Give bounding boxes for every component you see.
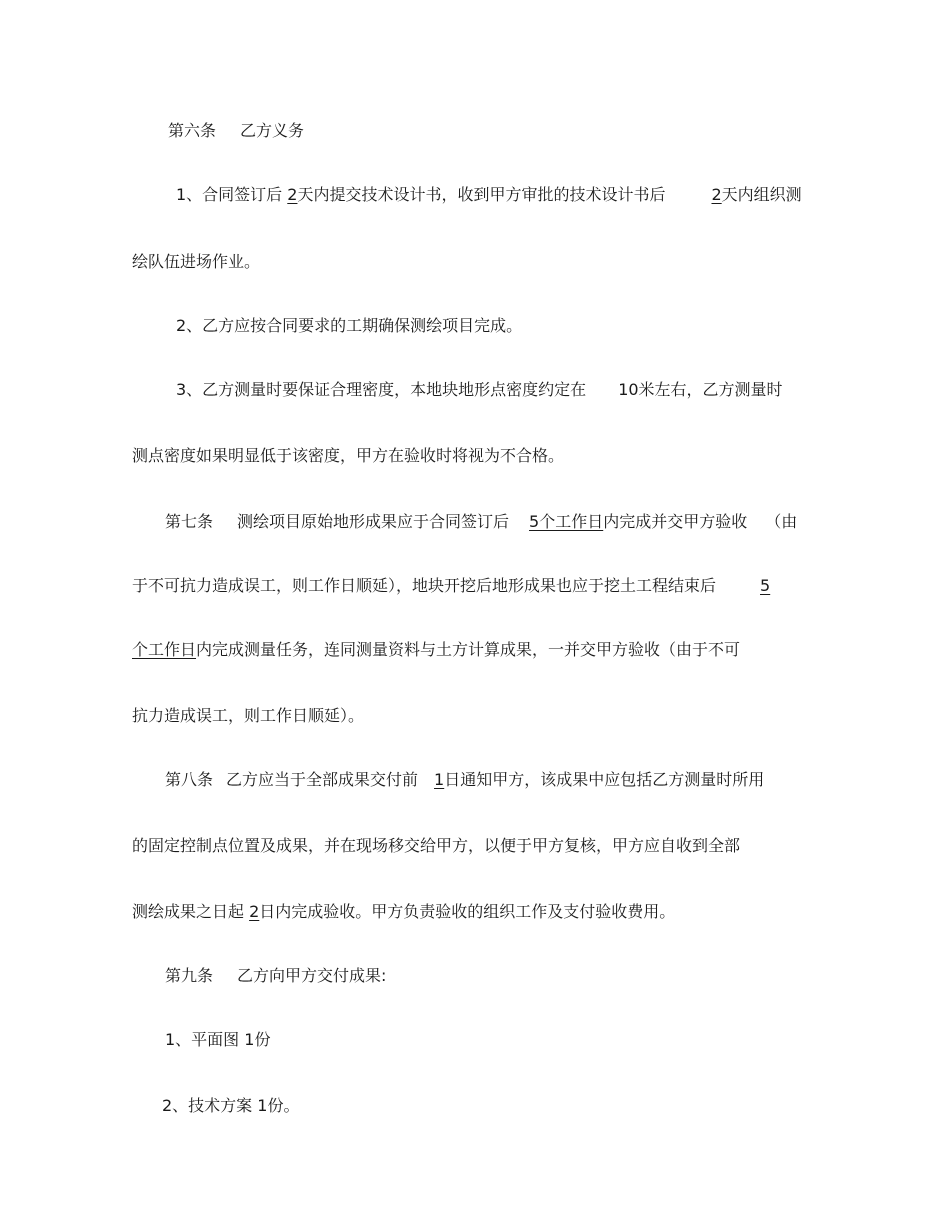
article-7-line-1 [165, 512, 797, 532]
article-9-item-2-text: 2、技术方案 1份。 [162, 1096, 300, 1115]
article-6-item-3-text-b: 10米左右，乙方测量时 [618, 380, 783, 399]
article-8-line-3-days: 2 [249, 902, 260, 921]
article-8-days: 1 [434, 770, 445, 789]
article-8-text-b: 日通知甲方，该成果中应包括乙方测量时所用 [444, 770, 765, 789]
article-6-number: 第六条 [168, 121, 217, 140]
article-6-item-1-cont-text: 绘队伍进场作业。 [132, 252, 261, 271]
article-8-number: 第八条 [165, 770, 214, 789]
article-8-line-3-text-b: 日内完成验收。甲方负责验收的组织工作及支付验收费用。 [259, 902, 676, 921]
article-9-number: 第九条 [165, 966, 214, 985]
article-6-title: 乙方义务 [240, 121, 305, 140]
article-9-title: 乙方向甲方交付成果: [237, 966, 387, 985]
article-7-line-2-days: 5 [760, 576, 771, 595]
article-9-heading [165, 966, 386, 986]
article-6-item-3-continued [132, 446, 564, 466]
article-9-item-1-text: 1、平面图 1份 [165, 1030, 271, 1049]
article-7-text-c: （由 [765, 512, 798, 531]
article-6-item-3-cont-text: 测点密度如果明显低于该密度，甲方在验收时将视为不合格。 [132, 446, 565, 465]
article-6-item-3 [176, 380, 783, 400]
article-8-line-2-text: 的固定控制点位置及成果，并在现场移交给甲方，以便于甲方复核，甲方应自收到全部 [132, 836, 741, 855]
article-9-item-1 [165, 1030, 270, 1050]
article-8-line-3 [132, 902, 675, 922]
article-6-item-1-text-b: 天内提交技术设计书，收到甲方审批的技术设计书后 [297, 185, 666, 204]
article-9-item-2 [162, 1096, 299, 1116]
article-7-text-b: 内完成并交甲方验收 [603, 512, 748, 531]
article-6-item-2-text: 2、乙方应按合同要求的工期确保测绘项目完成。 [176, 316, 523, 335]
article-7-line-3-days-underline: 个工作日 [132, 640, 197, 659]
article-7-line-2 [132, 576, 770, 596]
article-8-line-2 [132, 836, 740, 856]
article-6-item-1-days-b: 2 [711, 185, 722, 204]
article-7-line-3-text: 内完成测量任务，连同测量资料与土方计算成果，一并交甲方验收（由于不可 [196, 640, 741, 659]
article-6-heading [168, 121, 304, 141]
article-7-number: 第七条 [165, 512, 214, 531]
article-6-item-1-text-a: 1、合同签订后 [176, 185, 288, 204]
article-7-text-a: 测绘项目原始地形成果应于合同签订后 [237, 512, 510, 531]
article-6-item-1-continued [132, 252, 260, 272]
article-6-item-2 [176, 316, 522, 336]
article-6-item-1 [176, 185, 802, 205]
article-7-deadline-underline: 5个工作日 [529, 512, 604, 531]
article-7-line-3 [132, 640, 740, 660]
article-6-item-3-text-a: 3、乙方测量时要保证合理密度，本地块地形点密度约定在 [176, 380, 587, 399]
article-8-text-a: 乙方应当于全部成果交付前 [226, 770, 419, 789]
article-7-line-4 [132, 706, 364, 726]
article-7-line-2-text: 于不可抗力造成误工，则工作日顺延），地块开挖后地形成果也应于挖土工程结束后 [132, 576, 717, 595]
article-7-line-4-text: 抗力造成误工，则工作日顺延）。 [132, 706, 365, 725]
article-8-line-3-text-a: 测绘成果之日起 [132, 902, 250, 921]
article-8-line-1 [165, 770, 764, 790]
article-6-item-1-text-c: 天内组织测 [721, 185, 802, 204]
article-6-item-1-days-a: 2 [287, 185, 298, 204]
